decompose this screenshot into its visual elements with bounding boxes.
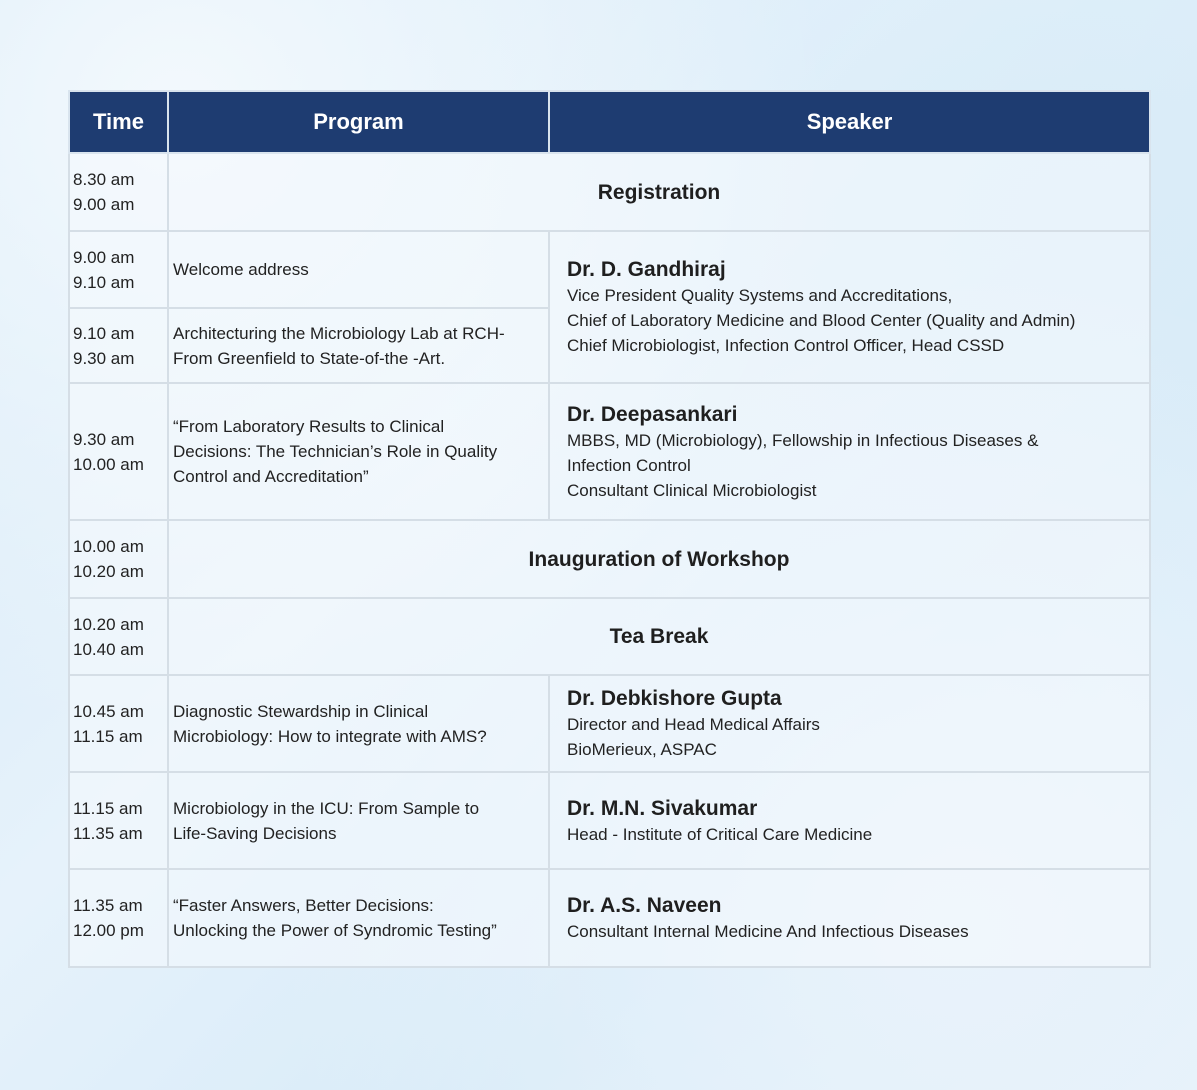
- speaker-name: Dr. D. Gandhiraj: [567, 258, 726, 281]
- program-text: Diagnostic Stewardship in Clinical: [173, 701, 429, 721]
- time-start: 8.30 am: [73, 170, 135, 189]
- time-end: 9.00 am: [73, 195, 135, 214]
- schedule-sheet: [68, 90, 1149, 968]
- speaker-name: Dr. Debkishore Gupta: [567, 687, 782, 710]
- table-row: [69, 231, 1150, 308]
- speaker-name: Dr. Deepasankari: [567, 402, 738, 426]
- header-program: Program: [168, 91, 549, 153]
- program-cell: [168, 675, 549, 772]
- session-title: Tea Break: [168, 598, 1150, 675]
- table-row: [69, 675, 1150, 772]
- time-cell: [69, 383, 168, 520]
- program-text: Control and Accreditation”: [173, 467, 369, 486]
- speaker-detail: Consultant Internal Medicine And Infectious Diseases: [567, 922, 969, 941]
- schedule-table: [68, 90, 1151, 968]
- speaker-detail: Chief Microbiologist, Infection Control Officer, Head CSSD: [567, 336, 1005, 355]
- time-end: 9.30 am: [73, 348, 135, 368]
- program-cell: [168, 383, 549, 520]
- program-text: “Faster Answers, Better Decisions:: [173, 896, 434, 915]
- program-text: Welcome address: [173, 260, 309, 279]
- program-text: From Greenfield to State-of-the -Art.: [173, 348, 446, 368]
- speaker-detail: Consultant Clinical Microbiologist: [567, 480, 817, 500]
- time-start: 11.15 am: [73, 798, 143, 818]
- time-end: 10.20 am: [73, 562, 144, 581]
- program-cell: [168, 869, 549, 967]
- time-end: 9.10 am: [73, 272, 135, 292]
- time-start: 9.30 am: [73, 429, 135, 449]
- time-start: 9.10 am: [73, 323, 135, 343]
- time-start: 10.20 am: [73, 614, 144, 634]
- program-text: Microbiology in the ICU: From Sample to: [173, 798, 480, 818]
- speaker-cell: [549, 231, 1150, 383]
- time-end: 11.35 am: [73, 823, 143, 843]
- session-title: Registration: [168, 153, 1150, 231]
- session-title: Inauguration of Workshop: [168, 520, 1150, 598]
- table-row: [69, 153, 1150, 231]
- speaker-detail: MBBS, MD (Microbiology), Fellowship in Infectious Diseases &: [567, 430, 1039, 450]
- time-cell: [69, 675, 168, 772]
- table-row: [69, 869, 1150, 967]
- header-row: [69, 91, 1150, 153]
- speaker-detail: BioMerieux, ASPAC: [567, 740, 717, 759]
- time-cell: [69, 520, 168, 598]
- header-time: Time: [69, 91, 168, 153]
- program-cell: [168, 308, 549, 383]
- program-text: Life-Saving Decisions: [173, 823, 337, 843]
- header-speaker: Speaker: [549, 91, 1150, 153]
- time-start: 10.00 am: [73, 537, 144, 556]
- time-cell: [69, 153, 168, 231]
- speaker-detail: Infection Control: [567, 455, 691, 475]
- table-row: [69, 520, 1150, 598]
- speaker-cell: [549, 869, 1150, 967]
- speaker-detail: Head - Institute of Critical Care Medicine: [567, 824, 873, 844]
- program-text: Unlocking the Power of Syndromic Testing”: [173, 921, 497, 940]
- program-cell: [168, 772, 549, 869]
- table-row: [69, 772, 1150, 869]
- time-start: 10.45 am: [73, 701, 144, 721]
- time-end: 11.15 am: [73, 726, 143, 746]
- table-row: [69, 383, 1150, 520]
- speaker-name: Dr. M.N. Sivakumar: [567, 796, 758, 820]
- time-end: 10.40 am: [73, 639, 144, 659]
- time-cell: [69, 869, 168, 967]
- speaker-cell: [549, 383, 1150, 520]
- speaker-name: Dr. A.S. Naveen: [567, 894, 722, 917]
- speaker-cell: [549, 675, 1150, 772]
- program-cell: [168, 231, 549, 308]
- speaker-detail: Vice President Quality Systems and Accreditations,: [567, 286, 953, 305]
- program-text: Microbiology: How to integrate with AMS?: [173, 726, 487, 746]
- speaker-cell: [549, 772, 1150, 869]
- table-row: [69, 598, 1150, 675]
- time-cell: [69, 772, 168, 869]
- time-cell: [69, 598, 168, 675]
- speaker-detail: Chief of Laboratory Medicine and Blood Center (Quality and Admin): [567, 311, 1076, 330]
- program-text: “From Laboratory Results to Clinical: [173, 417, 445, 436]
- time-start: 9.00 am: [73, 247, 135, 267]
- speaker-detail: Director and Head Medical Affairs: [567, 715, 820, 734]
- time-end: 12.00 pm: [73, 921, 144, 940]
- time-cell: [69, 308, 168, 383]
- time-start: 11.35 am: [73, 896, 143, 915]
- time-end: 10.00 am: [73, 454, 144, 474]
- time-cell: [69, 231, 168, 308]
- program-text: Architecturing the Microbiology Lab at RCH-: [173, 323, 505, 343]
- program-text: Decisions: The Technician’s Role in Quality: [173, 442, 498, 461]
